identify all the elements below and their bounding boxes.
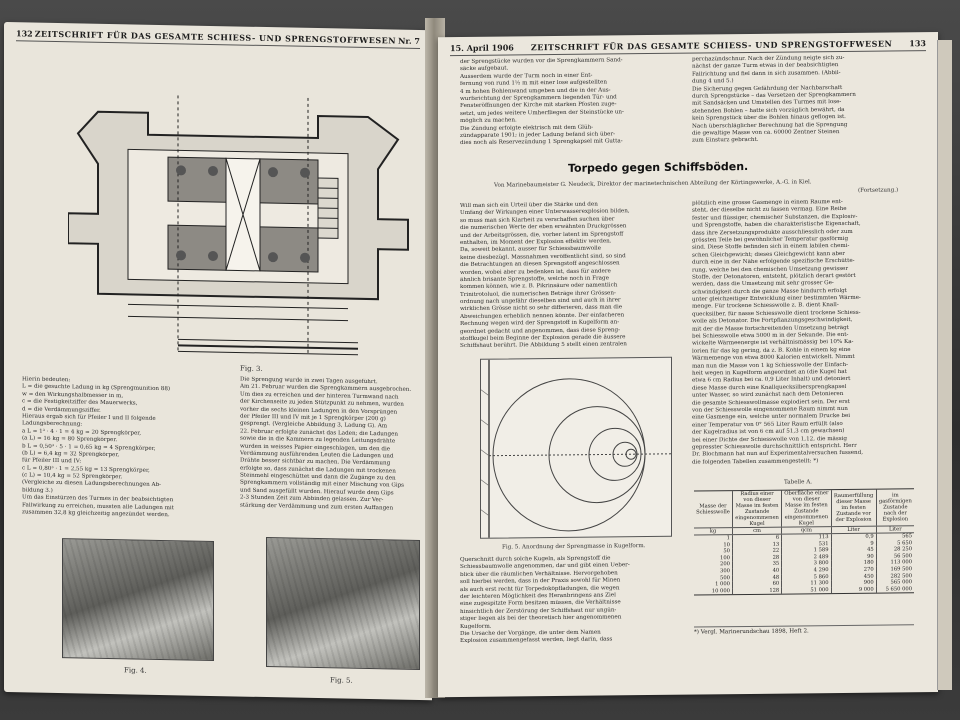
text-line: Sprengkammern vollständig mit einer Mischung von Gips: [240, 480, 405, 490]
text-line: die gesamte Schiesswollmasse explodiert sein. Der erst: [692, 398, 850, 407]
text-line: Wärmemenge von etwa 8000 Kalorien entwickelt. Nimmt: [692, 354, 855, 362]
table-cell: 6: [732, 534, 781, 542]
text-line: Dr. Blochmann hat nun auf Experimentalversuchen fussend,: [692, 450, 863, 458]
text-line: stehenden Bohlen – hatte sich vorzüglich bewährt, da: [692, 106, 845, 115]
table-cell: 1 589: [782, 547, 831, 554]
text-line: diese Masse durch eine Knallquecksilbersprengkapsel: [692, 383, 847, 392]
text-line: Explosion zusammengefasst werden, liegt darin, dass: [460, 636, 613, 645]
text-line: und Sprengstoffe, haben die charakteristische Eigenschaft,: [692, 220, 861, 229]
text-line: schwindigkeit durch die ganze Masse hindurch erfolgt: [692, 287, 847, 296]
table-cell: 50: [723, 548, 730, 555]
table-cell: 90: [831, 553, 876, 560]
tabelle-a: [694, 488, 914, 596]
right-page: [438, 32, 938, 697]
fig5-caption: Fig. 5. Anordnung der Sprengmasse in Kugelform.: [502, 543, 646, 551]
text-line: die Betrachtungen an diesen Sprengstoff angeschlossen: [460, 260, 620, 269]
text-line: säcke aufgebaut.: [460, 65, 509, 73]
table-cell: 40: [732, 568, 781, 575]
text-line: werden, dass die Umsetzung mit sehr grosser Ge-: [692, 280, 834, 288]
text-line: gesprengt. (Vergleiche Abbildung 3, Ladung G). Am: [240, 420, 388, 430]
left-page-number: 132: [16, 28, 33, 39]
table-caption: Tabelle A.: [784, 479, 813, 486]
left-page: [4, 22, 432, 700]
text-line: Kugelform.: [460, 623, 492, 630]
table-unit-cell: kg: [694, 528, 732, 535]
text-line: Die Sprengung wurde in zwei Tagen ausgeführt.: [240, 376, 378, 386]
text-line: bei Schiesswolle etwa 5000 m in der Sekunde. Die ent-: [692, 331, 849, 340]
table-cell: 113: [782, 534, 831, 542]
table-header-cell: Oberfläche einer von dieser Masse im festen Zustande eingenommenen Kugel: [782, 490, 831, 527]
table-cell: 51 000: [782, 587, 831, 594]
text-line: und Sand ausgefüllt wurden. Hierauf wurde dem Gips: [240, 487, 394, 497]
text-line: wurfsrichtung der Sprengkammern liegenden Tür- und: [460, 94, 617, 102]
table-cell: 60: [732, 581, 781, 588]
text-line: 22. Februar erfolgte zunächst das Laden; die Ladungen: [240, 428, 399, 438]
text-line: b L = 0,50³ · 5 · 1 = 0,65 kg = 4 Sprengkörper,: [22, 442, 156, 452]
text-line: unter Wasser, so wird zunächst nach dem Detonieren: [692, 391, 844, 399]
text-line: erfolgte so, dass zunächst die Ladungen mit trockenen: [240, 465, 396, 475]
text-line: Um dies zu erreichen und der hinteren Turmwand nach: [240, 391, 399, 401]
text-line: Fallrichtung und fiel dann in sich zusammen. (Abbil-: [692, 69, 841, 78]
table-cell: 900: [831, 580, 876, 587]
text-line: Trinitrotoluol, die numerischen Beträge ihrer Grössen-: [460, 290, 616, 298]
text-line: plötzlich eine grosse Gasmenge in einem Raume ent-: [692, 198, 843, 207]
table-header-cell: Masse der Schiesswolle: [694, 491, 732, 528]
table-cell: 1: [726, 535, 730, 542]
text-line: Umfang der Wirkungen einer Unterwasserexplosion bilden,: [460, 208, 630, 217]
footnote: *) Vergl. Marinerundschau 1898, Heft 2.: [694, 624, 914, 635]
text-line: keine diesbezügl. Massnahmen veröffentlicht sind, so sind: [460, 253, 626, 261]
text-line: wickelte Wärmeenergie ist verhältnismässig bei 10% Ka-: [692, 339, 854, 347]
text-line: setzt, um jedes weitere Umherfliegen der Steinstücke un-: [460, 109, 624, 117]
text-line: lorien für das kg gering, da z. B. Kohle in einem kg eine: [692, 346, 851, 355]
article-title: Torpedo gegen Schiffsböden.: [568, 159, 749, 175]
text-line: Fallwirkung zu erreichen, mussten alle Ladungen mit: [22, 501, 174, 511]
text-line: Schiessbaumwolle angenommen, dar und gibt einen Ueber-: [460, 562, 630, 571]
text-line: Die Zündung erfolgte elektrisch mit dem Glüh-: [460, 124, 594, 132]
text-line: und der Arbeitsgrössen, die, vorher latent im Sprengstoff: [460, 230, 624, 239]
text-line: heit wegen in Kugelform angeordnet an (die Kugel hat: [692, 368, 847, 377]
table-cell: 2 489: [782, 554, 831, 561]
table-header-cell: im gasförmigen Zustande nach der Explosion: [876, 489, 914, 526]
text-line: wurden in weisses Papier eingeschlagen, um den die: [240, 443, 391, 452]
text-line: sowie die in die Kammern zu legenden Leitungsdrähte: [240, 435, 396, 445]
text-line: hinsichtlich der Zerstörung der Schiffshaut nur ungün-: [460, 607, 617, 615]
table-cell: 1 000: [715, 581, 730, 588]
text-line: zündapparate 1901; in jeder Ladung befand sich über-: [460, 131, 616, 139]
text-line: stoffkugel beim Beginne der Explosion gerade die äussere: [460, 334, 626, 343]
text-line: quecksilber, für nasse Schiesswolle dient trockene Schiess-: [692, 309, 861, 318]
table-cell: 169 500: [876, 566, 914, 573]
text-line: Rechnung wegen wird der Sprengstoff in Kugelform an-: [460, 319, 620, 328]
text-line: Die Sicherung gegen Gefährdung der Nachbarschaft: [692, 84, 843, 93]
text-line: kommen können, wie z. B. Pikrinsäure oder namentlich: [460, 282, 618, 291]
text-line: Hieraus ergab sich für Pfeiler I und II folgende: [22, 413, 156, 422]
fig5-sphere-diagram: [480, 357, 672, 539]
table-cell: 128: [732, 587, 781, 594]
text-line: etwa 6 cm Radius bei ca. 0,9 Liter Inhalt) und detoniert: [692, 376, 851, 384]
left-col2-text: [240, 377, 422, 530]
text-line: die numerischen Werte der eben erwähnten Druckgrössen: [460, 223, 627, 232]
text-line: dass ihre Zersetzungsprodukte ausschliesslich oder zum: [692, 228, 853, 237]
article-continuation: (Fortsetzung.): [858, 187, 899, 194]
right-body-col1-text: [460, 201, 682, 353]
table-cell: 28 250: [876, 546, 914, 553]
text-line: blick über die räumlichen Verhältnisse. Hervorgehoben: [460, 570, 618, 578]
text-line: c L = 0,80³ · 1 = 2,55 kg = 13 Sprengkörper,: [22, 465, 150, 474]
text-line: grössten Teile bei gewöhnlicher Temperatur gasförmig: [692, 235, 849, 244]
text-line: ordnung nach ungefähr dieselben sind und auch in ihrer: [460, 297, 621, 306]
text-line: so muss man sich Klarheit zu verschaffen suchen über: [460, 216, 615, 224]
table-header-cell: Raumerfüllung dieser Masse im festen Zustande vor der Explosion: [831, 490, 876, 527]
text-line: 4 m hohen Bohlenwand umgeben und die in der Aus-: [460, 86, 611, 95]
table-cell: 270: [831, 567, 876, 574]
text-line: für Pfeiler III und IV:: [22, 457, 82, 465]
table-cell: 200: [720, 561, 730, 568]
text-line: eine Gasmenge ein, welche unter normalem Drucke bei: [692, 413, 851, 421]
text-line: steht, der dieselbe nicht zu fassen vermag. Eine Reihe: [692, 206, 847, 214]
table-cell: 45: [831, 547, 876, 554]
text-line: Verdämmung ausführenden Leuten die Ladungen und: [240, 450, 394, 460]
text-line: rung, welche bei den chemischen Umsetzung gewisser: [692, 265, 849, 274]
table-cell: 282 500: [876, 573, 914, 580]
left-running-header: [16, 28, 420, 49]
text-line: durch eine in der Nähe erfolgende spezifische Erschütte-: [692, 257, 855, 266]
text-line: kein Sprengstück über die Bohlen hinaus geflogen ist.: [692, 114, 846, 122]
table-cell: 11 300: [782, 580, 831, 587]
table-cell: 565 000: [876, 579, 914, 586]
text-line: die gewaltige Masse von ca. 60000 Zentner Steinen: [692, 128, 840, 137]
table-cell: 13: [732, 541, 781, 548]
table-cell: 10 000: [711, 587, 730, 595]
text-line: zusammen 32,8 kg gleichzeitig angezündet werden.: [22, 509, 170, 519]
table-cell: 9 000: [831, 586, 876, 593]
right-top-col1-text: [460, 57, 682, 153]
right-running-title: ZEITSCHRIFT FÜR DAS GESAMTE SCHIESS- UND SPRENGSTOFFWESEN: [530, 38, 893, 53]
text-line: Nach überschläglicher Berechnung hat die Sprengung: [692, 121, 848, 130]
text-line: (Vergleiche zu diesen Ladungsberechnungen Ab-: [22, 479, 162, 489]
text-line: möglich zu machen.: [460, 117, 517, 125]
text-line: mit Sandsäcken und Umstellen des Turmes mit lose-: [692, 99, 842, 107]
text-line: der leichteren Möglichkeit des Heranbringens ans Ziel: [460, 592, 616, 600]
text-line: Will man sich ein Urteil über die Stärke und den: [460, 201, 598, 210]
table-cell: 113 000: [876, 560, 914, 567]
text-line: Stoffe, der Detonatoren, entsteht, plötzlich derart gestört: [692, 272, 856, 281]
text-line: der Pfeiler III und IV mit je 1 Sprengkörper (200 g): [240, 413, 386, 423]
text-line: die folgenden Tabellen zusammengestellt: *): [692, 457, 819, 466]
text-line: Da, soweit bekannt, ausser für Schiessbaumwolle: [460, 245, 601, 254]
left-issue-mark: Nr. 7: [398, 35, 420, 46]
text-line: Fensteröffnungen der Kirche mit starken Pfosten zuge-: [460, 101, 617, 110]
table-cell: 10: [723, 541, 730, 548]
fig5-photo-collapsed-tower: [266, 537, 420, 670]
table-unit-cell: Liter: [876, 526, 914, 533]
text-line: mit der die Masse fortschreitenden Umsetzung beträgt: [692, 324, 849, 333]
table-cell: 5 650: [876, 540, 914, 547]
text-line: wolle als Detonator. Die Fortpflanzungsgeschwindigkeit,: [692, 317, 853, 325]
text-line: vorher die sechs kleinen Ladungen in den Vorsprüngen: [240, 406, 398, 416]
book-page-edges: [937, 40, 952, 690]
table-cell: 300: [720, 568, 730, 575]
text-line: 2-3 Stunden Zeit zum Abbinden gelassen. Zur Ver-: [240, 494, 384, 504]
table-cell: 0,9: [831, 533, 876, 541]
table-cell: 48: [732, 574, 781, 581]
table-header-cell: Radius einer von dieser Masse im festen Zustande eingenommenen Kugel: [732, 491, 781, 528]
table-cell: 531: [782, 541, 831, 548]
fig3-caption: Fig. 3.: [240, 364, 263, 373]
text-line: eine zugespitzte Form besitzen müssen, die Verhältnisse: [460, 599, 621, 608]
text-line: dung 4 und 5.): [692, 78, 734, 85]
text-line: enthalten, im Moment der Explosion effektiv werden.: [460, 238, 612, 246]
text-line: stärkung der Verdämmung und zum ersten Auffangen: [240, 502, 394, 512]
text-line: Die Ursache der Vorgänge, die unter dem Namen: [460, 629, 601, 637]
text-line: der Kirchenseite zu jeden Stützpunkt zu nehmen, wurden: [240, 398, 404, 408]
text-line: man nun die Masse von 1 kg Schiesswolle der Einfach-: [692, 361, 849, 370]
table-cell: 35: [732, 561, 781, 568]
text-line: von der Schiesswolle eingenommene Raum nimmt nun: [692, 405, 848, 414]
text-line: Drähte besser sichtbar zu machen. Die Verdämmung: [240, 457, 391, 467]
table-cell: 500: [720, 574, 730, 581]
text-line: gepresster Schiesswolle durchschnittlich entspricht. Herr: [692, 442, 857, 451]
text-line: durch Sprengstücke – das Versetzen der Sprengkammern: [692, 91, 856, 100]
text-line: bildung 3.): [22, 487, 53, 494]
text-line: menge. Für trockene Schiesswolle z. B. dient Knall-: [692, 302, 839, 311]
right-body-col2-text: [692, 198, 914, 476]
text-line: (a L) = 16 kg = 80 Sprengkörper.: [22, 435, 118, 444]
text-line: dies noch als Reservezündung 1 Sprengkapsel mit Gutta-: [460, 138, 623, 147]
table-cell: 4 290: [782, 567, 831, 574]
text-line: worden, wobei aber zu bedenken ist, dass für andere: [460, 267, 611, 276]
table-cell: 22: [732, 548, 781, 555]
fig3-floor-plan: [68, 93, 420, 370]
text-line: nächst der ganze Turm etwas in der beabsichtigten: [692, 62, 839, 70]
text-line: zum Einsturz gebracht.: [692, 137, 759, 144]
fig5-left-caption: Fig. 5.: [330, 676, 353, 685]
text-line: ähnlich brisante Sprengstoffe, welche noch in Frage: [460, 275, 609, 283]
text-line: (b L) = 6,4 kg = 32 Sprengkörper,: [22, 450, 120, 459]
text-line: Am 21. Februar wurden die Sprengkammern ausgebrochen.: [240, 383, 412, 394]
text-line: sind. Diese Stoffe befinden sich in einem labilen chemi-: [692, 243, 850, 251]
left-running-title: ZEITSCHRIFT FÜR DAS GESAMTE SCHIESS- UND SPRENGSTOFFWESEN: [34, 28, 397, 46]
fig4-photo-tower-ruins: [62, 538, 214, 661]
table-unit-cell: cm: [732, 527, 781, 535]
text-line: Hierin bedeuten:: [22, 376, 71, 384]
right-date: 15. April 1906: [450, 42, 514, 54]
text-line: einer Temperatur von 0° 565 Liter Raum erfüllt (also: [692, 420, 843, 429]
text-line: geordnet gedacht und angenommen, dass diese Spreng-: [460, 326, 621, 335]
text-line: w = den Wirkungshalbmesser in m,: [22, 391, 124, 400]
text-line: unter gleichzeitiger Entwicklung einer bestimmten Wärme-: [692, 294, 861, 303]
table-cell: 450: [831, 573, 876, 580]
text-line: der Sprengstücke wurden vor die Sprengkammern Sand-: [460, 57, 623, 66]
text-line: soll hierbei werden, dass in der Praxis sowohl für Minen: [460, 577, 621, 586]
article-byline: Von Marinebaumeister G. Neudeck, Direktor der marinetechnischen Abteilung der Körtingswerke, A.-G. in Kiel.: [494, 179, 812, 189]
text-line: Steinmehl eingeschüttet und dann die Zugänge zu den: [240, 472, 396, 482]
text-line: stiger liegen als bei der theoretisch hier angenommenen: [460, 614, 622, 623]
text-line: bei einer Dichte der Schiesswolle von 1,12, die mässig: [692, 435, 847, 444]
fig4-caption: Fig. 4.: [124, 666, 147, 675]
text-line: Ausserdem wurde der Turm noch in einer Ent-: [460, 72, 593, 80]
text-line: schen Gleichgewicht; dieses Gleichgewicht kann aber: [692, 250, 845, 259]
table-cell: 5 650 000: [876, 586, 914, 593]
text-line: perchazündschnur. Nach der Zündung neigte sich zu-: [692, 54, 845, 63]
table-cell: 3 800: [782, 560, 831, 567]
table-cell: 100: [720, 554, 730, 562]
text-line: Ladungsberechnung:: [22, 420, 83, 428]
text-line: wirklichen Grösse nicht so sehr differieren, dass man die: [460, 304, 623, 313]
text-line: L = die gesuchte Ladung in kg (Sprengmunition 88): [22, 383, 171, 393]
table-cell: 9: [831, 540, 876, 547]
table-cell: 5 860: [782, 574, 831, 581]
text-line: (c L) = 10,4 kg = 52 Sprengkörper.: [22, 472, 123, 481]
table-row: [694, 586, 914, 595]
text-line: d = die Verdämmungsziffer.: [22, 405, 101, 414]
text-line: der Kugelradius ist von 6 cm auf 51,3 cm gewachsen): [692, 428, 845, 436]
right-body-col1b-text: [460, 555, 682, 649]
table-cell: 565: [876, 533, 914, 540]
text-line: fester und flüssiger, chemischer Substanzen, die Explosiv-: [692, 213, 858, 222]
text-line: als auch erst recht für Torpedoköpfladungen, die wegen: [460, 584, 620, 593]
table-unit-cell: qcm: [782, 527, 831, 535]
left-col1-text: [22, 376, 230, 530]
right-page-number: 133: [909, 38, 926, 49]
table-cell: 56 500: [876, 553, 914, 560]
text-line: a L = 1³ · 4 · 1 = 4 kg = 20 Sprengkörper,: [22, 428, 142, 437]
text-line: Abweichungen erheblich nennen könnte. Der einfacheren: [460, 312, 625, 320]
text-line: Querschnitt durch solche Kugeln, als Sprengstoff die: [460, 555, 611, 564]
table-cell: 180: [831, 560, 876, 567]
right-running-header: [450, 38, 926, 56]
table-cell: 28: [732, 554, 781, 561]
text-line: fernung von rund 1½ m mit einer lose aufgestellten: [460, 79, 607, 88]
text-line: c = die Festigkeitziffer des Mauerwerks,: [22, 398, 138, 407]
text-line: Um das Einstürzen des Turmes in der beabsichtigten: [22, 494, 174, 504]
table-unit-cell: Liter: [831, 526, 876, 533]
text-line: Schiffshaut berührt. Die Abbildung 5 stellt einen zentralen: [460, 341, 627, 350]
right-top-col2-text: [692, 54, 914, 150]
